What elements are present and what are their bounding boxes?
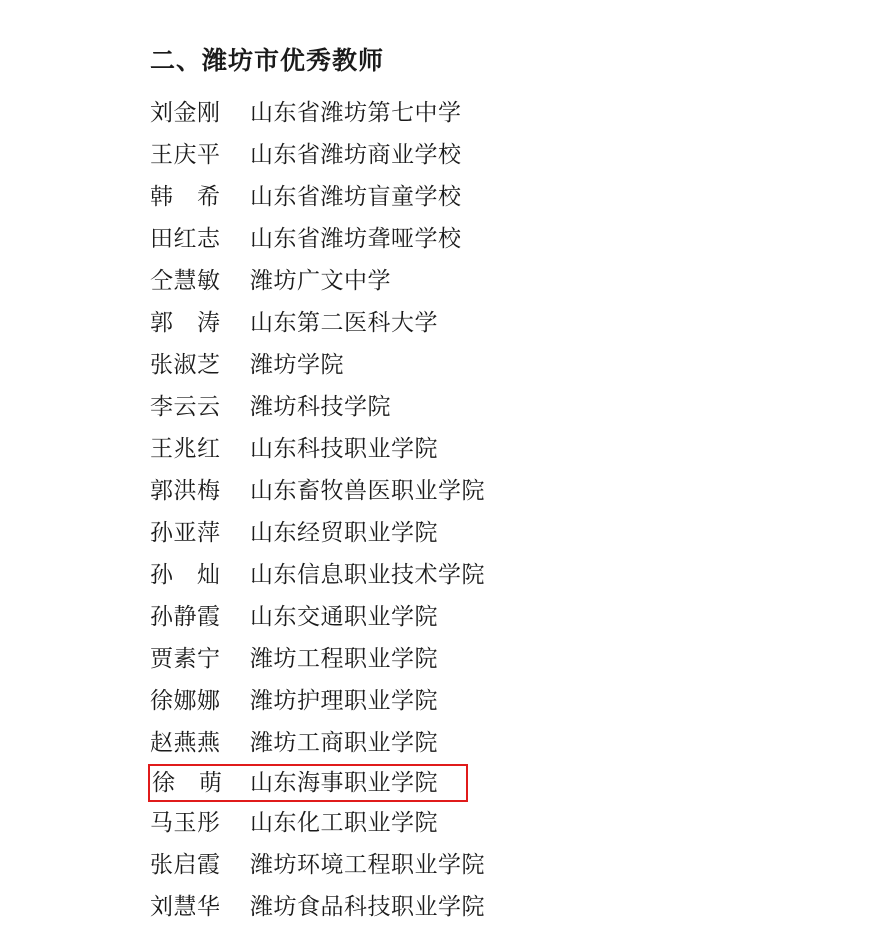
honoree-organization: 潍坊工商职业学院 bbox=[250, 730, 438, 756]
list-item bbox=[150, 680, 480, 722]
honoree-organization: 山东省潍坊第七中学 bbox=[250, 100, 462, 126]
honoree-name: 孙静霞 bbox=[150, 604, 221, 630]
honoree-name: 赵燕燕 bbox=[150, 730, 221, 756]
honoree-organization: 山东交通职业学院 bbox=[250, 604, 438, 630]
honoree-name: 徐 萌 bbox=[152, 770, 223, 796]
list-item bbox=[148, 764, 468, 802]
honoree-name: 韩 希 bbox=[150, 184, 221, 210]
list-item bbox=[150, 176, 480, 218]
honoree-organization: 山东海事职业学院 bbox=[250, 770, 438, 796]
list-item bbox=[150, 512, 480, 554]
honoree-organization: 潍坊工程职业学院 bbox=[250, 646, 438, 672]
honoree-organization: 山东省潍坊聋哑学校 bbox=[250, 226, 462, 252]
honoree-organization: 潍坊食品科技职业学院 bbox=[250, 894, 485, 920]
honoree-name: 郭 涛 bbox=[150, 310, 221, 336]
list-item bbox=[150, 886, 485, 928]
honoree-name: 田红志 bbox=[150, 226, 221, 252]
list-item bbox=[150, 302, 480, 344]
list-item bbox=[150, 344, 480, 386]
list-item bbox=[150, 596, 480, 638]
honoree-name: 刘金刚 bbox=[150, 100, 221, 126]
honoree-name: 王庆平 bbox=[150, 142, 221, 168]
honoree-organization: 山东省潍坊盲童学校 bbox=[250, 184, 462, 210]
list-item bbox=[150, 554, 485, 596]
list-item bbox=[150, 802, 480, 844]
honoree-name: 徐娜娜 bbox=[150, 688, 221, 714]
list-item bbox=[150, 722, 480, 764]
honoree-organization: 山东畜牧兽医职业学院 bbox=[250, 478, 485, 504]
honoree-name: 李云云 bbox=[150, 394, 221, 420]
honoree-name: 仝慧敏 bbox=[150, 268, 221, 294]
list-item bbox=[150, 844, 485, 886]
honoree-organization: 潍坊环境工程职业学院 bbox=[250, 852, 485, 878]
honoree-name: 贾素宁 bbox=[150, 646, 221, 672]
honoree-name: 郭洪梅 bbox=[150, 478, 221, 504]
honoree-name: 王兆红 bbox=[150, 436, 221, 462]
honoree-organization: 潍坊学院 bbox=[250, 352, 344, 378]
page-title: 二、潍坊市优秀教师 bbox=[150, 46, 385, 75]
honoree-list bbox=[0, 92, 885, 928]
list-item bbox=[150, 386, 480, 428]
list-item bbox=[150, 134, 480, 176]
honoree-organization: 山东第二医科大学 bbox=[250, 310, 438, 336]
honoree-name: 孙 灿 bbox=[150, 562, 221, 588]
honoree-organization: 山东省潍坊商业学校 bbox=[250, 142, 462, 168]
list-item bbox=[150, 260, 480, 302]
honoree-organization: 山东科技职业学院 bbox=[250, 436, 438, 462]
list-item bbox=[150, 470, 485, 512]
honoree-organization: 潍坊护理职业学院 bbox=[250, 688, 438, 714]
honoree-organization: 潍坊广文中学 bbox=[250, 268, 391, 294]
honoree-organization: 山东信息职业技术学院 bbox=[250, 562, 485, 588]
list-item bbox=[150, 638, 480, 680]
honoree-name: 刘慧华 bbox=[150, 894, 221, 920]
honoree-name: 马玉彤 bbox=[150, 810, 221, 836]
list-item bbox=[150, 218, 480, 260]
honoree-name: 张启霞 bbox=[150, 852, 221, 878]
honoree-organization: 山东化工职业学院 bbox=[250, 810, 438, 836]
honoree-name: 孙亚萍 bbox=[150, 520, 221, 546]
list-item bbox=[150, 428, 480, 470]
honoree-name: 张淑芝 bbox=[150, 352, 221, 378]
honoree-organization: 山东经贸职业学院 bbox=[250, 520, 438, 546]
honoree-organization: 潍坊科技学院 bbox=[250, 394, 391, 420]
list-item bbox=[150, 92, 480, 134]
